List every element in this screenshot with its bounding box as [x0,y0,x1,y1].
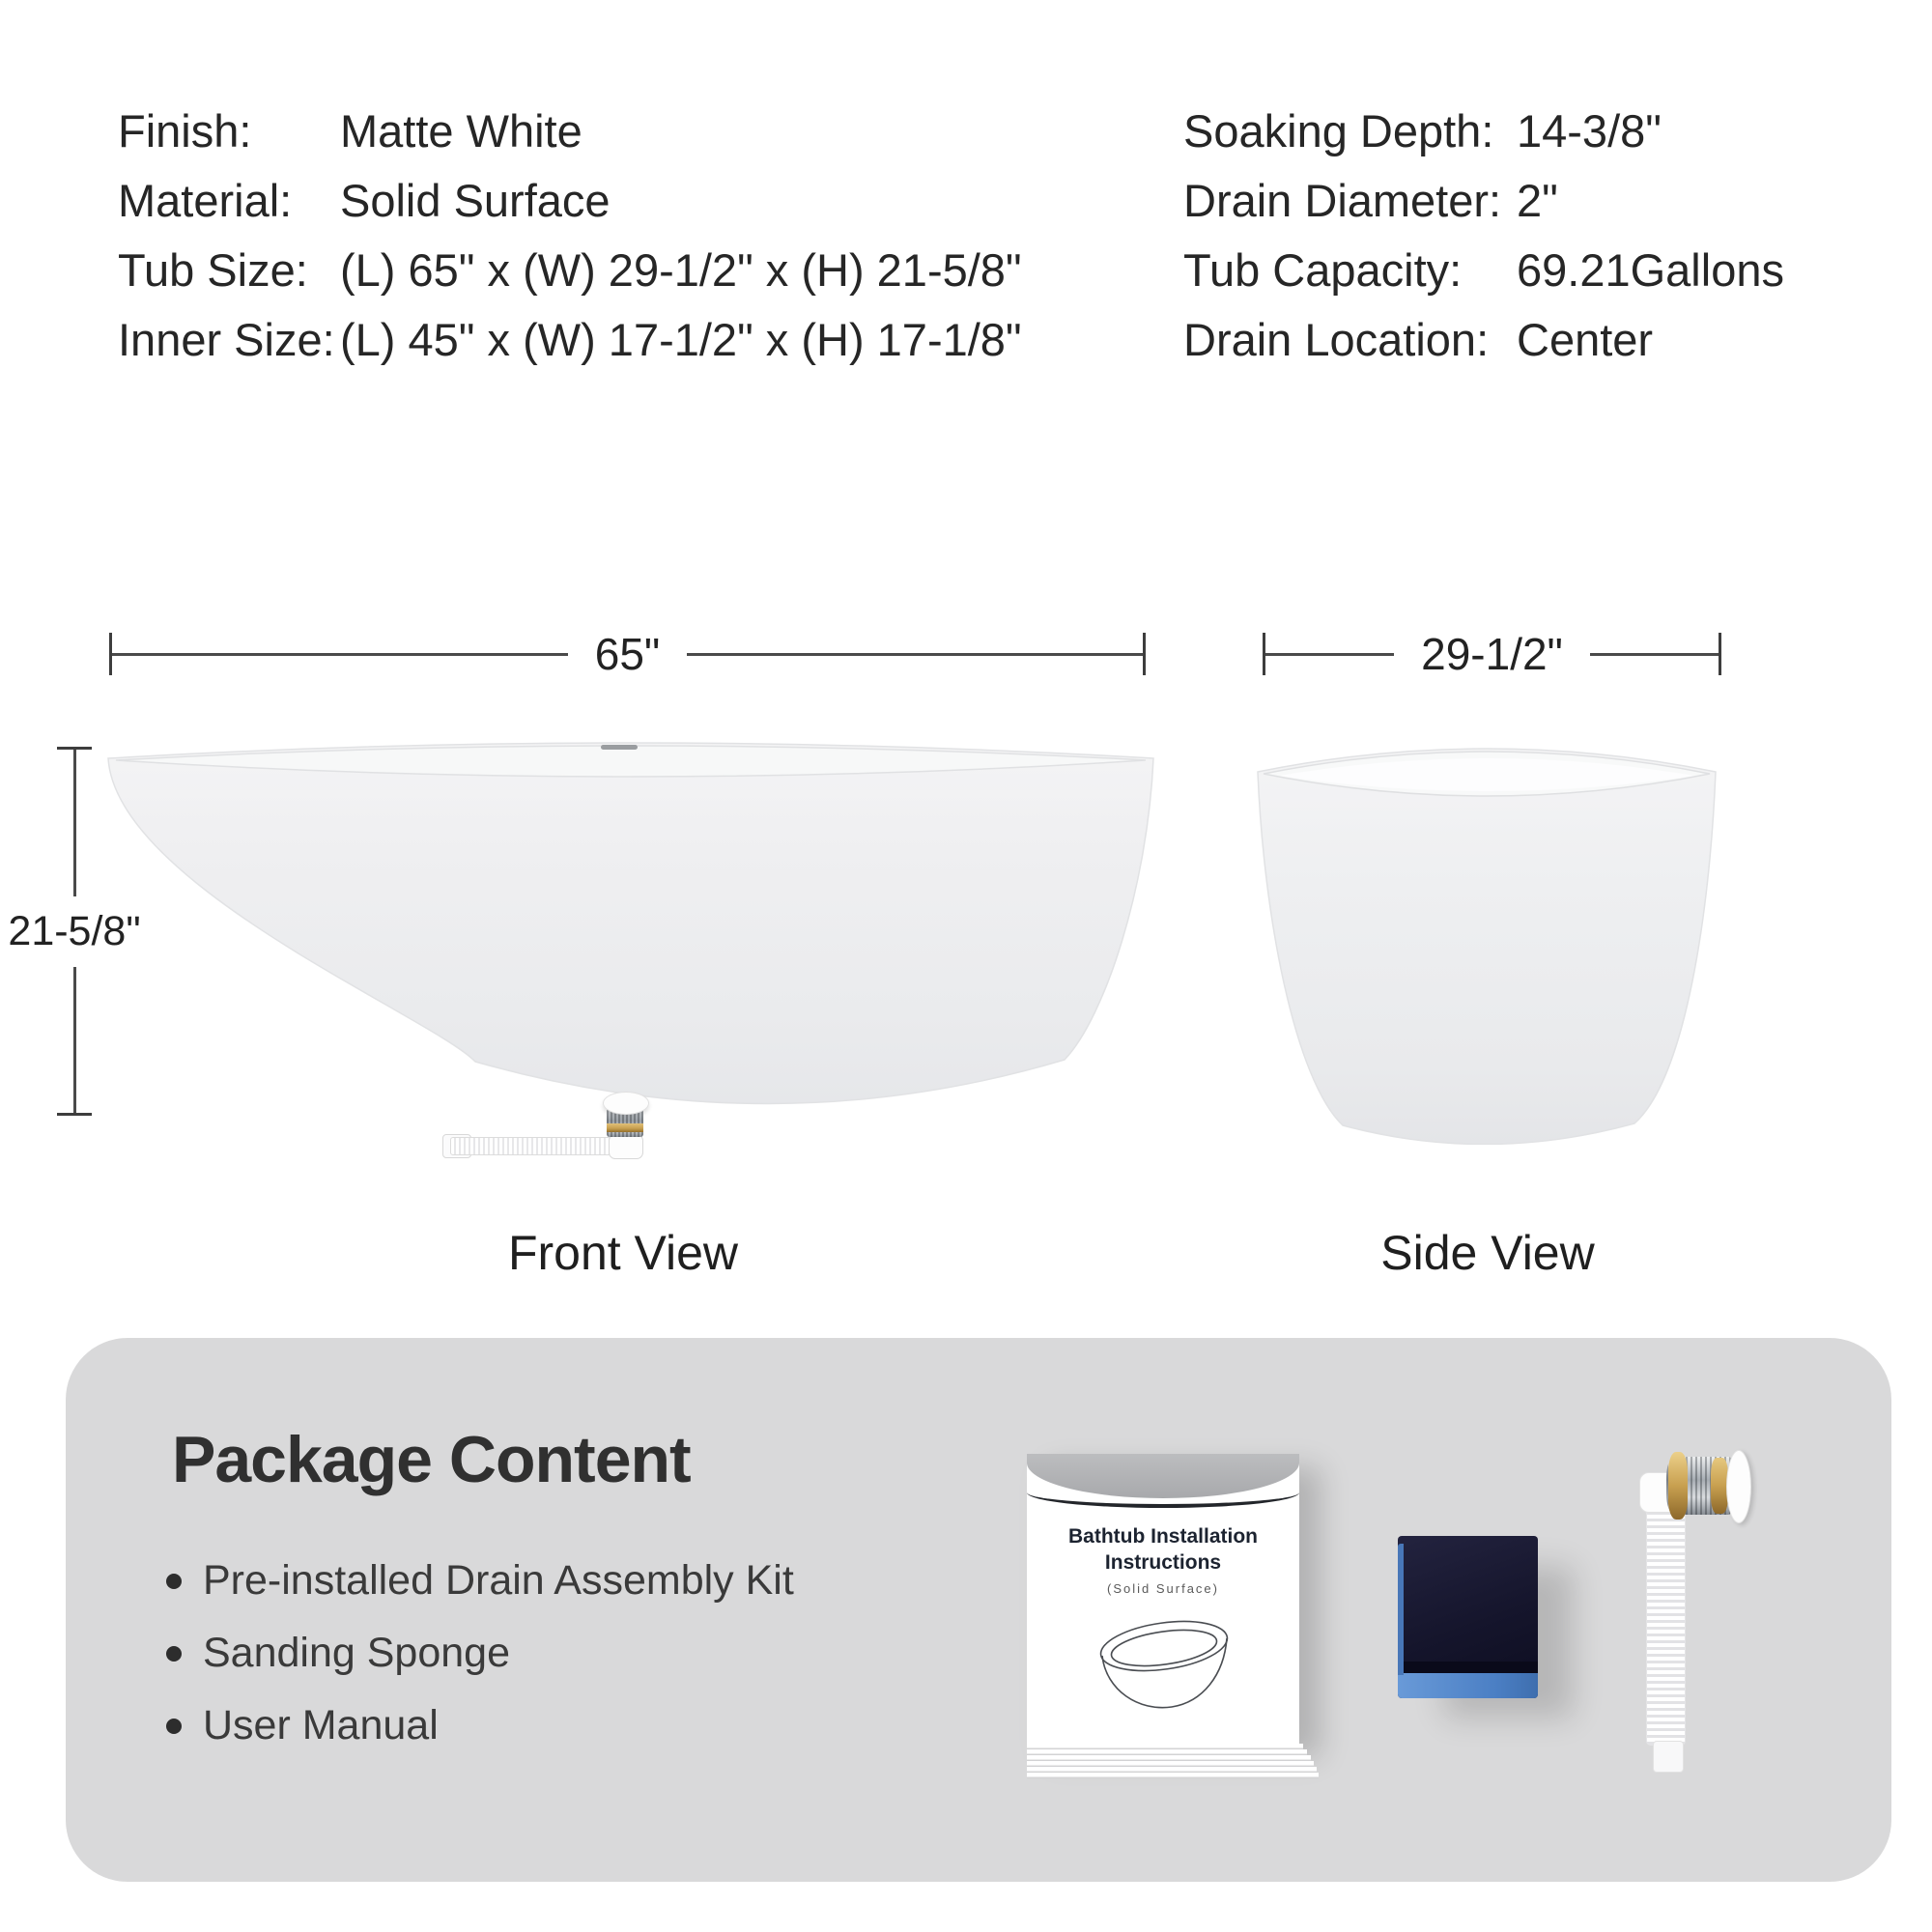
package-content-title: Package Content [172,1423,691,1496]
spec-value: (L) 45" x (W) 17-1/2" x (H) 17-1/8" [340,314,1022,365]
front-view-caption: Front View [507,1226,739,1280]
flexible-drain-pipe [450,1137,614,1155]
drain-elbow [609,1134,643,1159]
tub-sketch-icon [1091,1613,1236,1719]
package-item-label: Sanding Sponge [203,1630,511,1676]
tub-body [1258,749,1716,1145]
spec-label: Drain Location: [1183,314,1490,365]
package-item-list [166,1557,794,1749]
front-width-dimension-label: 65" [594,629,661,679]
dimension-line [1590,653,1719,656]
dimension-line [687,653,1143,656]
bullet-dot-icon [166,1646,182,1662]
front-width-dimension-line [109,629,1146,679]
booklet-page-stack [1027,1744,1299,1778]
dimension-line [73,750,76,896]
bullet-dot-icon [166,1574,182,1589]
spec-value: Center [1517,314,1654,365]
booklet-subtitle: (Solid Surface) [1107,1581,1219,1596]
drain-cap [1726,1450,1751,1523]
list-item [166,1630,794,1677]
dimension-tick [1719,633,1721,675]
drain-assembly-kit-graphic [1639,1449,1755,1773]
dimension-line [1265,653,1394,656]
side-width-dimension-label: 29-1/2" [1421,629,1563,679]
spec-label: Drain Diameter: [1183,175,1502,226]
spec-value: Solid Surface [340,175,611,226]
spec-value: 69.21Gallons [1517,244,1784,296]
booklet-cover-arc-line [1027,1492,1299,1508]
side-width-dimension-line [1263,629,1721,679]
package-item-label: User Manual [203,1702,439,1748]
pipe-end-fitting [1653,1741,1684,1773]
spec-label: Material: [118,175,293,226]
sponge-blue-base [1398,1673,1538,1698]
dimension-tick [1143,633,1146,675]
drain-brass-ring [607,1123,643,1132]
rim-drain-mark [601,745,638,750]
booklet-cover [1027,1454,1299,1744]
list-item [166,1557,794,1605]
bullet-dot-icon [166,1719,182,1734]
spec-value: (L) 65" x (W) 29-1/2" x (H) 21-5/8" [340,244,1022,296]
flexible-drain-pipe [1646,1507,1686,1746]
spec-label: Tub Size: [118,244,308,296]
side-view-tub-illustration [1256,741,1718,1145]
side-view-caption: Side View [1380,1226,1595,1280]
front-height-dimension-label: 21-5/8" [8,907,141,954]
spec-label: Tub Capacity: [1183,244,1463,296]
drain-cap [603,1092,649,1115]
sponge-graphic [1398,1536,1538,1698]
booklet-page [1027,1773,1319,1778]
dimension-line [112,653,568,656]
spec-table-left [118,97,1022,375]
tub-body [108,743,1153,1104]
package-item-label: Pre-installed Drain Assembly Kit [203,1557,794,1604]
drain-assembly-front-graphic [442,1092,645,1159]
sponge-side-edge [1398,1544,1404,1675]
spec-label: Inner Size: [118,314,335,365]
list-item [166,1702,794,1749]
spec-value: 2" [1517,175,1558,226]
spec-label: Soaking Depth: [1183,105,1494,156]
booklet-title: Bathtub Installation Instructions [1068,1525,1258,1575]
spec-label: Finish: [118,105,252,156]
front-view-tub-illustration [106,741,1155,1110]
dimension-line [73,967,76,1114]
drain-brass-ring [1668,1452,1688,1520]
sponge-front-edge [1398,1662,1538,1673]
dimension-tick [57,1113,92,1116]
booklet-graphic [1027,1454,1299,1780]
spec-value: Matte White [340,105,582,156]
spec-table-right [1183,97,1784,375]
spec-value: 14-3/8" [1517,105,1662,156]
